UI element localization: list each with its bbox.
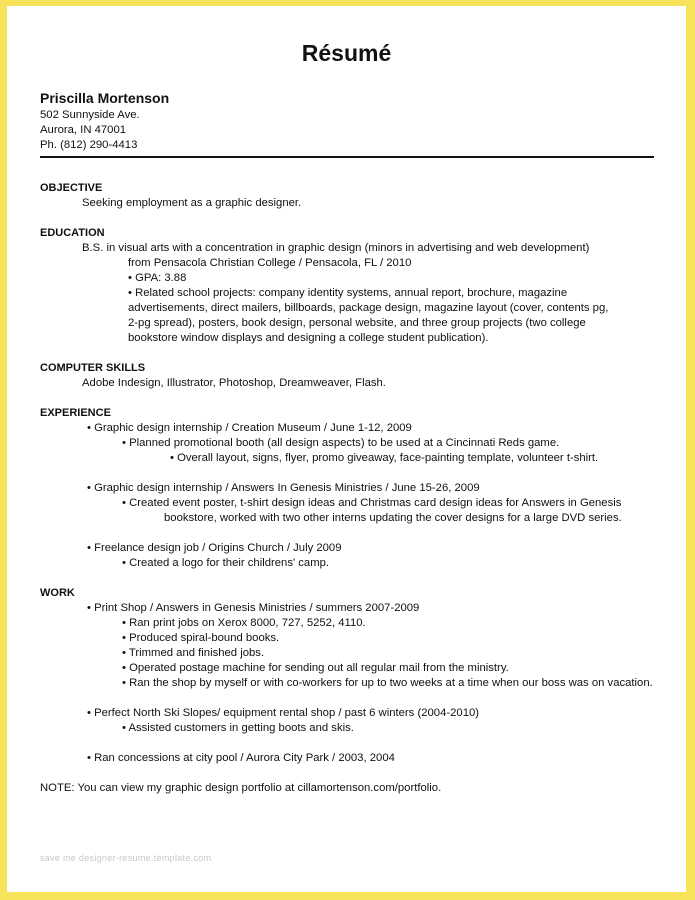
work-job-bullet: • Ran print jobs on Xerox 8000, 727, 5252, 4110. xyxy=(122,617,366,629)
experience-heading: EXPERIENCE xyxy=(40,407,111,419)
work-section xyxy=(40,586,660,766)
experience-job-bullet-continued: bookstore, worked with two other interns updating the cover designs for a large DVD series. xyxy=(164,512,622,524)
skills-section xyxy=(40,361,660,391)
work-job-title: • Ran concessions at city pool / Aurora City Park / 2003, 2004 xyxy=(87,752,395,764)
objective-text: Seeking employment as a graphic designer. xyxy=(82,197,302,209)
experience-section xyxy=(40,406,660,571)
work-job-bullet: • Ran the shop by myself or with co-workers for up to two weeks at a time when our boss was on vacation. xyxy=(122,677,653,689)
contact-phone: Ph. (812) 290-4413 xyxy=(40,139,138,151)
work-job-bullet: • Produced spiral-bound books. xyxy=(122,632,280,644)
contact-block xyxy=(40,90,169,153)
education-projects-line: advertisements, direct mailers, billboards, package design, magazine layout (cover, contents pg, xyxy=(128,302,609,314)
experience-job-title: • Freelance design job / Origins Church / July 2009 xyxy=(87,542,342,554)
skills-heading: COMPUTER SKILLS xyxy=(40,362,146,374)
experience-job-bullet: • Created event poster, t-shirt design ideas and Christmas card design ideas for Answers in Genesis xyxy=(122,497,622,509)
contact-address-line1: 502 Sunnyside Ave. xyxy=(40,109,140,121)
work-job-bullet: • Trimmed and finished jobs. xyxy=(122,647,265,659)
contact-name: Priscilla Mortenson xyxy=(40,90,170,106)
education-projects-line: 2-pg spread), posters, book design, personal website, and three group projects (two college xyxy=(128,317,586,329)
watermark-text: save me designer-resume.template.com xyxy=(40,853,212,863)
portfolio-note: NOTE: You can view my graphic design portfolio at cillamortenson.com/portfolio. xyxy=(40,782,442,794)
work-job-bullet: • Assisted customers in getting boots and skis. xyxy=(122,722,354,734)
education-gpa: • GPA: 3.88 xyxy=(128,272,187,284)
work-job-title: • Perfect North Ski Slopes/ equipment rental shop / past 6 winters (2004-2010) xyxy=(87,707,480,719)
experience-job-title: • Graphic design internship / Answers In Genesis Ministries / June 15-26, 2009 xyxy=(87,482,480,494)
experience-job-subbullet: • Overall layout, signs, flyer, promo giveaway, face-painting template, volunteer t-shirt. xyxy=(170,452,599,464)
work-job-bullet: • Operated postage machine for sending out all regular mail from the ministry. xyxy=(122,662,509,674)
work-heading: WORK xyxy=(40,587,75,599)
page-title: Résumé xyxy=(301,40,392,66)
education-degree: B.S. in visual arts with a concentration in graphic design (minors in advertising and web development) xyxy=(82,242,590,254)
experience-job-title: • Graphic design internship / Creation Museum / June 1-12, 2009 xyxy=(87,422,412,434)
education-projects-line: bookstore window displays and designing a college student publication). xyxy=(128,332,489,344)
work-job-title: • Print Shop / Answers in Genesis Ministries / summers 2007-2009 xyxy=(87,602,420,614)
experience-job-bullet: • Created a logo for their childrens' camp. xyxy=(122,557,330,569)
education-section xyxy=(40,226,660,346)
education-projects-line: • Related school projects: company identity systems, annual report, brochure, magazine xyxy=(128,287,568,299)
contact-address-line2: Aurora, IN 47001 xyxy=(40,124,127,136)
education-school: from Pensacola Christian College / Pensacola, FL / 2010 xyxy=(128,257,412,269)
objective-section xyxy=(40,181,660,211)
skills-text: Adobe Indesign, Illustrator, Photoshop, Dreamweaver, Flash. xyxy=(82,377,386,389)
experience-job-bullet: • Planned promotional booth (all design aspects) to be used at a Cincinnati Reds game. xyxy=(122,437,560,449)
header-divider xyxy=(40,156,654,158)
objective-heading: OBJECTIVE xyxy=(40,182,103,194)
resume-page xyxy=(7,6,686,892)
education-heading: EDUCATION xyxy=(40,227,105,239)
resume-body xyxy=(40,181,660,796)
